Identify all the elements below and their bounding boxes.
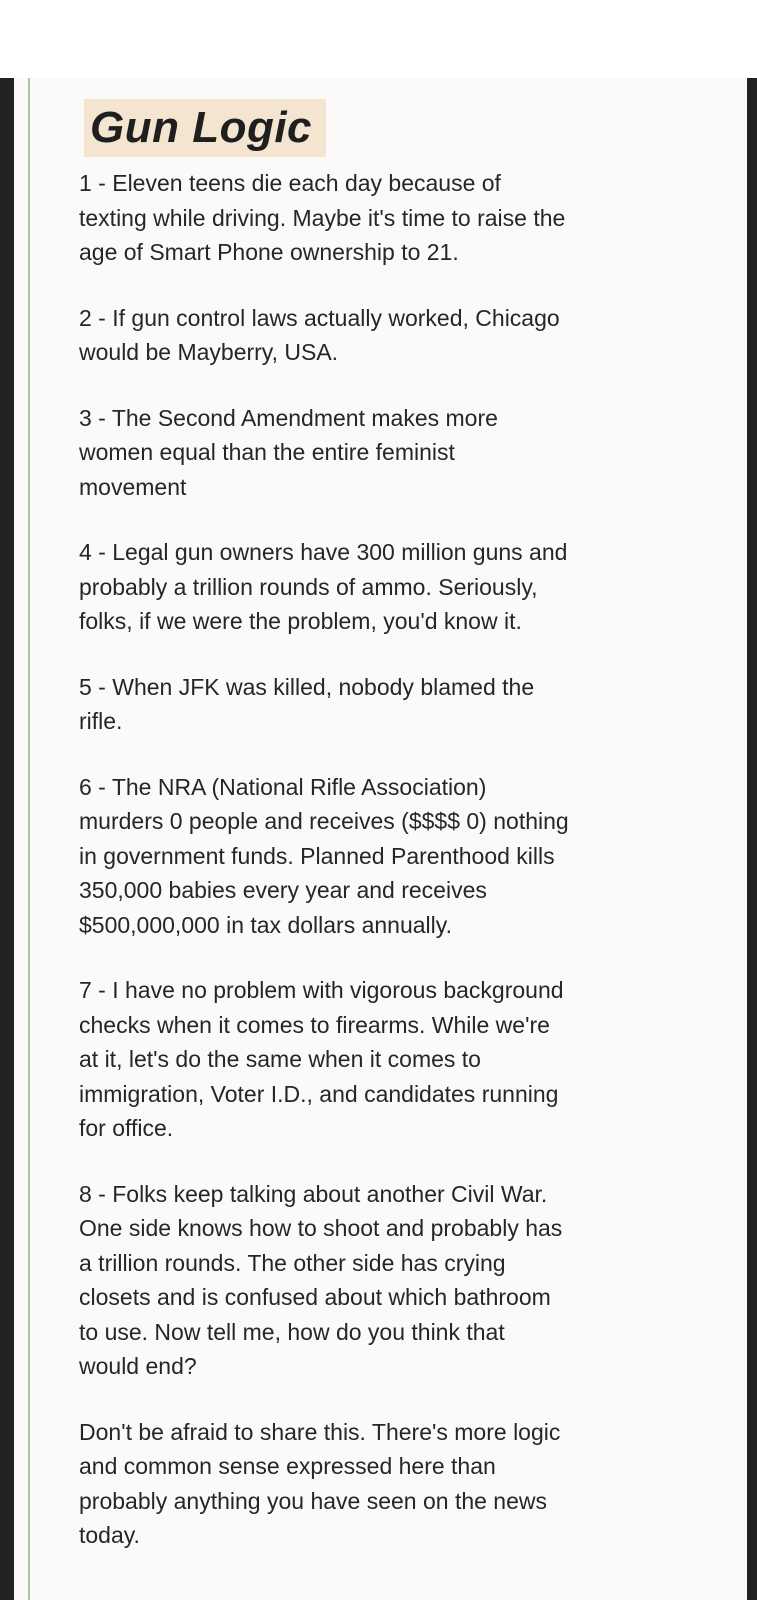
title-highlight xyxy=(84,99,326,157)
paragraph-gap xyxy=(79,370,679,401)
page-margin-line xyxy=(28,78,30,1600)
text-line: and common sense expressed here than xyxy=(79,1453,496,1479)
right-dark-border xyxy=(747,78,757,1600)
text-line: rifle. xyxy=(79,708,123,734)
text-line: 1 - Eleven teens die each day because of xyxy=(79,170,501,196)
text-line: 8 - Folks keep talking about another Civil War. xyxy=(79,1180,548,1207)
paragraph-gap xyxy=(79,942,679,973)
text-line: would be Mayberry, USA. xyxy=(79,339,339,365)
text-line: checks when it comes to firearms. While we're xyxy=(79,1011,550,1038)
paragraph-7 xyxy=(79,973,679,1146)
paragraph-6 xyxy=(79,770,679,943)
paragraph-4 xyxy=(79,535,679,639)
text-line: Don't be afraid to share this. There's more logic xyxy=(79,1418,561,1445)
document-body xyxy=(79,166,679,1553)
paragraph-gap xyxy=(79,1146,679,1177)
text-line: probably anything you have seen on the news xyxy=(79,1487,547,1514)
document-title: Gun Logic xyxy=(90,103,313,152)
text-line: would end? xyxy=(79,1353,197,1379)
text-line: age of Smart Phone ownership to 21. xyxy=(79,239,459,265)
paragraph-gap xyxy=(79,1384,679,1415)
paragraph-9 xyxy=(79,1415,679,1553)
text-line: murders 0 people and receives ($$$$ 0) nothing xyxy=(79,808,569,834)
text-line: $500,000,000 in tax dollars annually. xyxy=(79,911,452,938)
top-band xyxy=(0,0,757,78)
text-line: women equal than the entire feminist xyxy=(79,439,455,465)
paragraph-5 xyxy=(79,670,679,739)
paragraph-gap xyxy=(79,504,679,535)
paragraph-3 xyxy=(79,401,679,505)
left-dark-border xyxy=(0,78,14,1600)
text-line: today. xyxy=(79,1522,140,1548)
text-line: in government funds. Planned Parenthood kills xyxy=(79,842,555,869)
text-line: 5 - When JFK was killed, nobody blamed the xyxy=(79,673,535,700)
text-line: for office. xyxy=(79,1115,174,1141)
text-line: 7 - I have no problem with vigorous background xyxy=(79,977,564,1003)
paragraph-2 xyxy=(79,301,679,370)
text-line: 2 - If gun control laws actually worked, Chicago xyxy=(79,304,560,331)
paragraph-8 xyxy=(79,1177,679,1384)
paragraph-gap xyxy=(79,639,679,670)
text-line: 3 - The Second Amendment makes more xyxy=(79,404,498,431)
text-line: 6 - The NRA (National Rifle Association) xyxy=(79,773,487,800)
text-line: to use. Now tell me, how do you think that xyxy=(79,1318,505,1345)
text-line: texting while driving. Maybe it's time to raise the xyxy=(79,204,566,231)
paragraph-gap xyxy=(79,270,679,301)
text-line: folks, if we were the problem, you'd know it. xyxy=(79,608,522,634)
text-line: probably a trillion rounds of ammo. Seriously, xyxy=(79,573,538,600)
text-line: at it, let's do the same when it comes to xyxy=(79,1046,481,1072)
paragraph-gap xyxy=(79,739,679,770)
text-line: immigration, Voter I.D., and candidates running xyxy=(79,1080,559,1107)
text-line: movement xyxy=(79,473,187,500)
paragraph-1 xyxy=(79,166,679,270)
text-line: 350,000 babies every year and receives xyxy=(79,877,487,903)
text-line: One side knows how to shoot and probably has xyxy=(79,1215,563,1241)
text-line: a trillion rounds. The other side has crying xyxy=(79,1249,506,1276)
text-line: closets and is confused about which bathroom xyxy=(79,1284,551,1310)
text-line: 4 - Legal gun owners have 300 million guns and xyxy=(79,539,568,565)
